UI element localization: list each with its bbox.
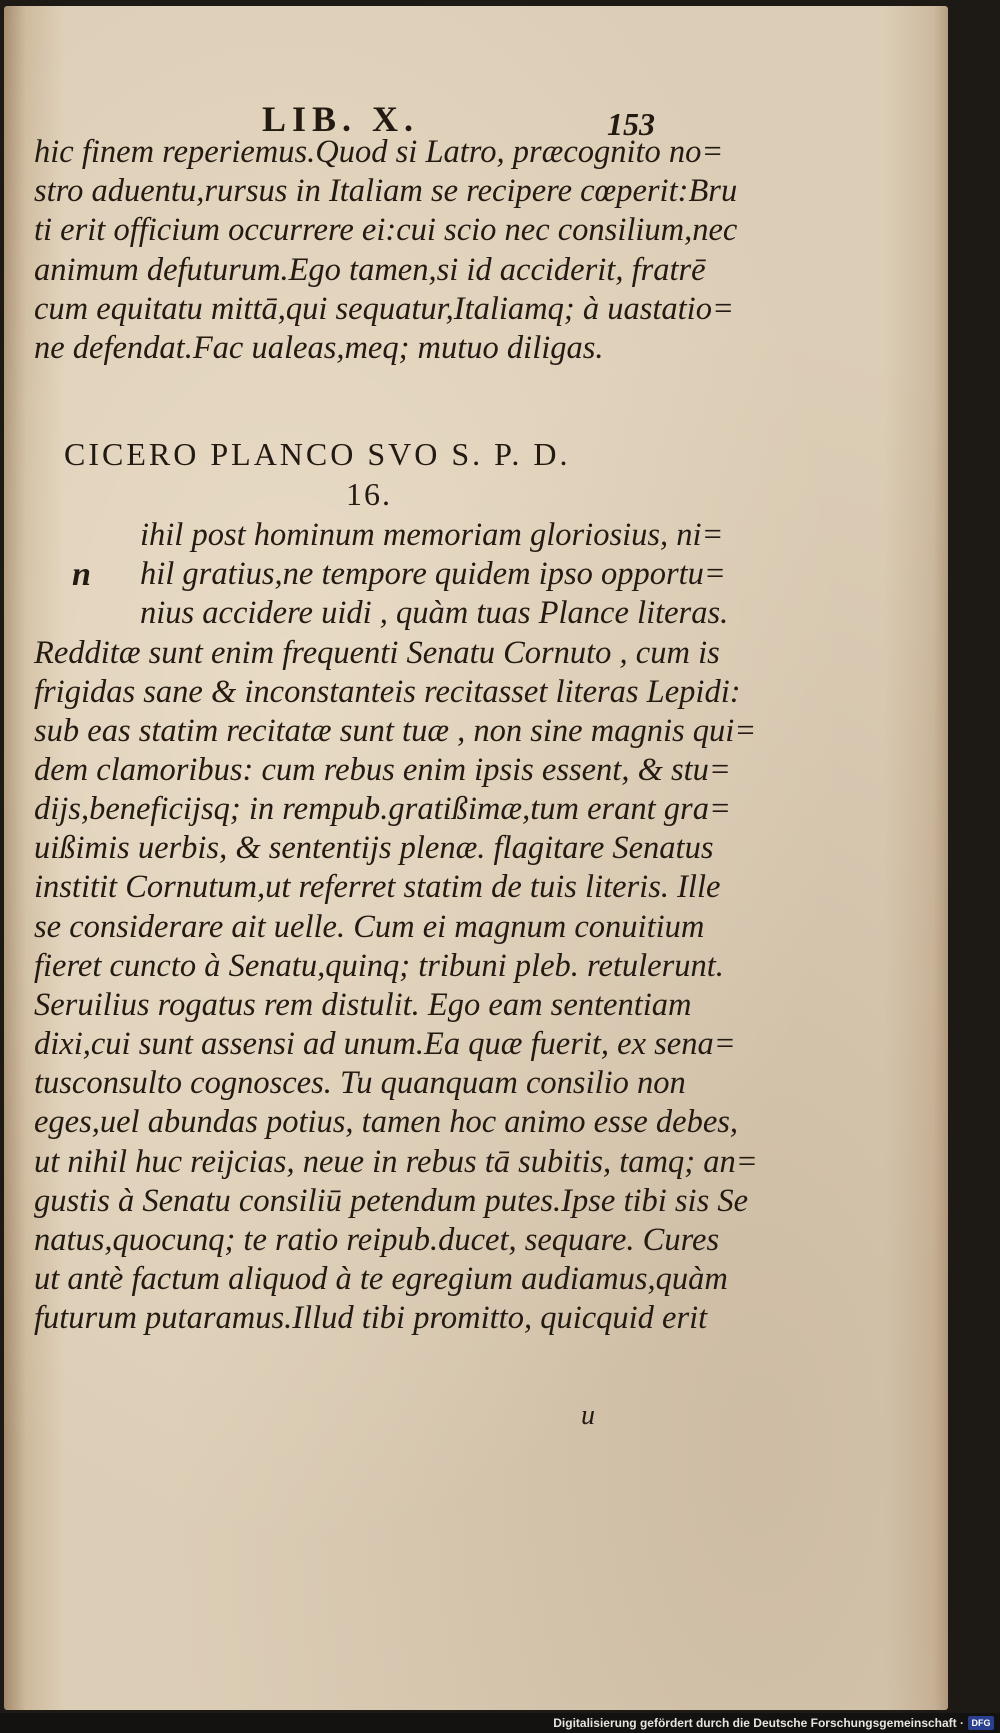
text-line: ut antè factum aliquod à te egregium audiamus,quàm	[34, 1261, 728, 1297]
letter-number: 16.	[346, 476, 392, 512]
text-line: dijs,beneficijsq; in rempub.gratißimæ,tum erant gra=	[34, 791, 731, 827]
text-line: fieret cuncto à Senatu,quinq; tribuni pleb. retulerunt.	[34, 948, 724, 984]
text-line: Seruilius rogatus rem distulit. Ego eam sententiam	[34, 987, 692, 1023]
text-line: dixi,cui sunt assensi ad unum.Ea quæ fuerit, ex sena=	[34, 1026, 736, 1062]
text-line: nius accidere uidi , quàm tuas Plance literas.	[140, 595, 729, 631]
text-line: hil gratius,ne tempore quidem ipso opportu=	[140, 556, 726, 592]
text-line: stro aduentu,rursus in Italiam se recipere cœperit:Bru	[34, 173, 738, 209]
text-line: dem clamoribus: cum rebus enim ipsis essent, & stu=	[34, 752, 731, 788]
text-line: tusconsulto cognosces. Tu quanquam consilio non	[34, 1065, 686, 1101]
text-line: ut nihil huc reijcias, neue in rebus tā subitis, tamq; an=	[34, 1144, 758, 1180]
dfg-logo-icon: DFG	[968, 1716, 994, 1730]
book-page	[4, 6, 948, 1710]
catchword: u	[581, 1400, 595, 1431]
page-number: 153	[607, 106, 655, 142]
text-line: eges,uel abundas potius, tamen hoc animo esse debes,	[34, 1104, 739, 1140]
text-line: ne defendat.Fac ualeas,meq; mutuo diligas.	[34, 330, 604, 366]
text-line: animum defuturum.Ego tamen,si id acciderit, fratrē	[34, 252, 706, 288]
text-line: natus,quocunq; te ratio reipub.ducet, sequare. Cures	[34, 1222, 720, 1258]
text-line: uißimis uerbis, & sententijs plenæ. flagitare Senatus	[34, 830, 714, 866]
text-line: hic finem reperiemus.Quod si Latro, præcognito no=	[34, 134, 724, 170]
drop-cap: n	[72, 556, 91, 593]
footer-bar	[0, 1713, 1000, 1733]
text-line: ihil post hominum memoriam gloriosius, ni=	[140, 517, 724, 553]
text-line: Redditæ sunt enim frequenti Senatu Cornuto , cum is	[34, 635, 720, 671]
text-line: cum equitatu mittā,qui sequatur,Italiamq; à uastatio=	[34, 291, 734, 327]
text-line: institit Cornutum,ut referret statim de tuis literis. Ille	[34, 869, 721, 905]
text-line: futurum putaramus.Illud tibi promitto, quicquid erit	[34, 1300, 708, 1336]
text-line: sub eas statim recitatæ sunt tuæ , non sine magnis qui=	[34, 713, 757, 749]
text-line: frigidas sane & inconstanteis recitasset literas Lepidi:	[34, 674, 741, 710]
running-head: LIB. X.	[262, 99, 420, 139]
text-line: ti erit officium occurrere ei:cui scio nec consilium,nec	[34, 212, 738, 248]
text-line: gustis à Senatu consiliū petendum putes.Ipse tibi sis Se	[34, 1183, 749, 1219]
text-line: se considerare ait uelle. Cum ei magnum conuitium	[34, 909, 705, 945]
funding-credit: Digitalisierung gefördert durch die Deutsche Forschungsgemeinschaft ·	[553, 1716, 964, 1730]
letter-heading: CICERO PLANCO SVO S. P. D.	[64, 436, 571, 472]
